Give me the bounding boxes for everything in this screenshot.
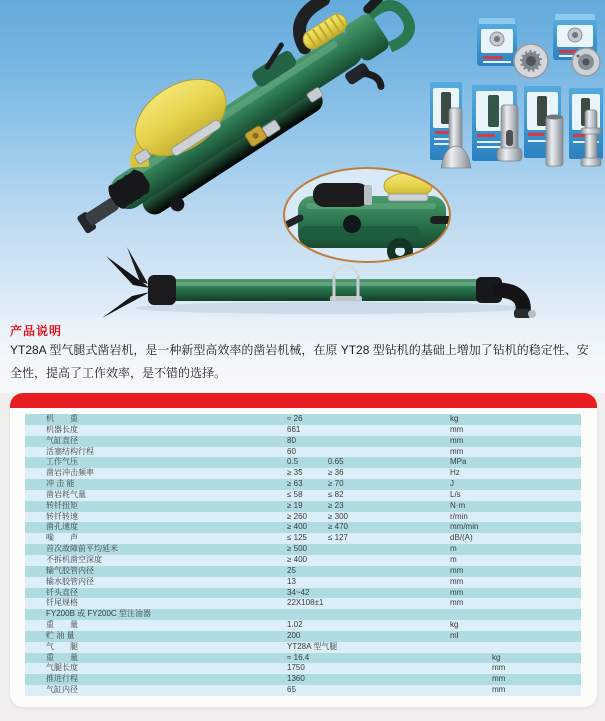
- spec-value-1: 200: [287, 630, 301, 640]
- spec-unit: L/s: [450, 489, 461, 499]
- spec-value-1: ≥ 500: [287, 544, 307, 554]
- spec-row: [25, 631, 581, 642]
- spec-label: 转钎转速: [46, 511, 78, 521]
- spec-value-1: ≥ 400: [287, 522, 307, 532]
- spec-label: 工作气压: [46, 457, 78, 467]
- spec-value-1: 25: [287, 565, 296, 575]
- spec-value-1: ≈ 16.4: [287, 652, 310, 662]
- spec-row: [25, 598, 581, 609]
- spec-value-1: 22X108±1: [287, 598, 324, 608]
- spec-row: [25, 566, 581, 577]
- product-description-section: [0, 318, 605, 393]
- spec-value-2: 0.65: [328, 457, 344, 467]
- spec-row: [25, 642, 581, 653]
- spec-label: 贮 油 量: [46, 630, 75, 640]
- spec-value-1: ≥ 35: [287, 468, 303, 478]
- spec-unit: MPa: [450, 457, 467, 467]
- spec-panel: [10, 393, 597, 707]
- spec-label: 气 腿: [46, 641, 78, 651]
- spec-row: [25, 685, 581, 696]
- spec-value-1: 1.02: [287, 620, 303, 630]
- spec-row: [25, 577, 581, 588]
- spec-label: 重 量: [46, 620, 78, 630]
- spec-unit: N·m: [450, 500, 466, 510]
- spec-value-1: 1360: [287, 674, 305, 684]
- product-photo-air-leg: [102, 247, 536, 318]
- spec-row: [25, 544, 581, 555]
- spec-label: 转钎扭矩: [46, 500, 78, 510]
- spec-unit: J: [450, 479, 454, 489]
- spec-value-1: ≥ 63: [287, 479, 303, 489]
- product-gallery: [0, 0, 605, 318]
- spec-row: [25, 425, 581, 436]
- spec-value-1: 60: [287, 446, 296, 456]
- spec-row: [25, 479, 581, 490]
- spec-unit: m: [450, 544, 457, 554]
- spec-row: [25, 447, 581, 458]
- spec-value-2: ≥ 23: [328, 500, 344, 510]
- spec-row: [25, 588, 581, 599]
- spec-value-1: ≥ 260: [287, 511, 307, 521]
- spec-label: 冲 击 能: [46, 479, 75, 489]
- spec-table-body: [25, 414, 581, 696]
- spec-unit: mm: [450, 576, 464, 586]
- spec-row: [25, 457, 581, 468]
- spec-label: FY200B 或 FY200C 型注油器: [46, 609, 151, 619]
- spec-row: [25, 653, 581, 664]
- spec-unit: mm: [492, 663, 506, 673]
- spec-unit: mm/min: [450, 522, 479, 532]
- spec-label: 钎头直径: [46, 587, 78, 597]
- spec-header-bar: [10, 393, 597, 408]
- spec-label: 机器长度: [46, 424, 78, 434]
- spec-value-1: 65: [287, 685, 296, 695]
- spec-label: 不拆机凿空深度: [46, 554, 102, 564]
- spec-unit: m: [450, 554, 457, 564]
- spec-label: 首次故障前平均延米: [46, 544, 118, 554]
- spec-value-1: ≤ 125: [287, 533, 307, 543]
- spec-unit: mm: [450, 565, 464, 575]
- spec-label: 噪 声: [46, 533, 78, 543]
- spec-value-1: YT28A 型气腿: [287, 641, 338, 651]
- spec-unit: mm: [450, 424, 464, 434]
- spec-value-1: 661: [287, 424, 301, 434]
- spec-unit: mm: [450, 446, 464, 456]
- description-body: YT28A 型气腿式凿岩机，是一种新型高效率的凿岩机械，在原 YT28 型钻机的基础上增加了钻机的稳定性、安全性，提高了工作效率，是不错的选择。: [10, 343, 589, 380]
- spec-row: [25, 663, 581, 674]
- accessory-boxes-chuck-nuts: [477, 14, 600, 78]
- metal-part-sleeve: [546, 115, 563, 167]
- spec-row: [25, 555, 581, 566]
- spec-row: [25, 674, 581, 685]
- spec-value-1: 0.5: [287, 457, 299, 467]
- spec-unit: kg: [450, 414, 459, 423]
- spec-row: [25, 522, 581, 533]
- spec-unit: kg: [492, 652, 501, 662]
- spec-value-2: ≤ 82: [328, 489, 344, 499]
- spec-label: 输水胶管内径: [46, 576, 94, 586]
- spec-value-1: ≥ 400: [287, 554, 307, 564]
- spec-value-2: ≥ 470: [328, 522, 348, 532]
- spec-label: 机 重: [46, 414, 78, 423]
- spec-label: 凿孔速度: [46, 522, 78, 532]
- spec-label: 重 量: [46, 652, 78, 662]
- spec-unit: dB/(A): [450, 533, 473, 543]
- spec-label: 凿岩冲击频率: [46, 468, 94, 478]
- spec-unit: mm: [450, 598, 464, 608]
- spec-value-1: ≥ 19: [287, 500, 303, 510]
- spec-label: 气缸直径: [46, 435, 78, 445]
- spec-unit: mm: [492, 674, 506, 684]
- spec-label: 钎尾规格: [46, 598, 78, 608]
- spec-row: [25, 490, 581, 501]
- spec-section: [0, 393, 605, 721]
- spec-unit: r/min: [450, 511, 468, 521]
- spec-value-1: 1750: [287, 663, 305, 673]
- product-photos-illustration: [0, 0, 605, 318]
- spec-row: [25, 512, 581, 523]
- spec-value-1: ≈ 26: [287, 414, 303, 423]
- spec-value-1: ≤ 58: [287, 489, 303, 499]
- spec-value-1: 34~42: [287, 587, 310, 597]
- spec-value-2: ≥ 36: [328, 468, 344, 478]
- metal-part-piston: [497, 105, 522, 161]
- spec-row: [25, 468, 581, 479]
- spec-unit: mm: [450, 587, 464, 597]
- spec-label: 凿岩耗气量: [46, 489, 86, 499]
- spec-unit: mm: [492, 685, 506, 695]
- spec-row: [25, 414, 581, 425]
- product-photo-detail-oval: [284, 168, 460, 262]
- description-heading: 产品说明: [10, 324, 63, 338]
- accessory-boxes-shank-parts: [430, 82, 603, 168]
- spec-row: [25, 501, 581, 512]
- spec-unit: Hz: [450, 468, 460, 478]
- chuck-nut-ring: [572, 48, 600, 76]
- spec-value-1: 13: [287, 576, 296, 586]
- spec-row: [25, 533, 581, 544]
- spec-label: 活塞结构行程: [46, 446, 94, 456]
- spec-unit: mm: [450, 435, 464, 445]
- spec-row: [25, 436, 581, 447]
- spec-row: [25, 620, 581, 631]
- spec-value-1: 80: [287, 435, 296, 445]
- chuck-nut-ring: [514, 44, 548, 78]
- accessory-box: [477, 18, 517, 66]
- spec-label: 输气胶管内径: [46, 565, 94, 575]
- spec-value-2: ≤ 127: [328, 533, 348, 543]
- spec-label: 气腿长度: [46, 663, 78, 673]
- spec-unit: kg: [450, 620, 459, 630]
- spec-row: [25, 609, 581, 620]
- spec-value-2: ≥ 70: [328, 479, 344, 489]
- spec-unit: ml: [450, 630, 459, 640]
- spec-label: 气缸内径: [46, 685, 78, 695]
- spec-value-2: ≥ 300: [328, 511, 348, 521]
- spec-label: 推进行程: [46, 674, 78, 684]
